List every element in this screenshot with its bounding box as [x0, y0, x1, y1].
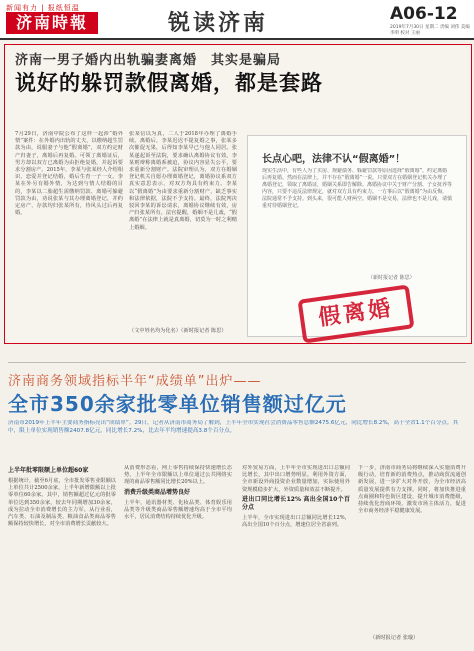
sidebar-box	[247, 135, 467, 337]
sidebar-box-body: 现实生活中，有些人为了买房、规避债务、躲避罚款等原因选择“假离婚”，约定离婚后再复婚。然而在法律上，并不存在“假离婚”一说。只要双方在婚姻登记机关办理了离婚登记，领取了离婚证，婚姻关系即告解除。离婚协议中关于财产分割、子女抚养等内容，只要不违反法律规定，就对双方具有约束力。一方事后以“假离婚”为由反悔，法院通常不予支持。到头来，很可能人财两空。婚姻不是交易，法律也不是儿戏，请慎重对待婚姻登记。	[262, 168, 452, 209]
column-text: 上半年，全市实现进出口总额同比增长12%，高出全国10个百分点，增速位居全省前列。	[242, 514, 350, 529]
sidebar-box-credit: （新时报记者 陈思）	[368, 275, 415, 281]
column-subhead: 消费升级类商品增势良好	[124, 488, 191, 496]
section-divider	[8, 362, 466, 363]
masthead-divider	[0, 38, 474, 40]
date-line: 2019年7月30日 星期二 责编 刘伟 美编 李明 校对 王丽	[390, 25, 470, 36]
second-story-column-1	[8, 465, 116, 645]
masthead-slogan: 新闻有力 | 报纸恒温	[6, 4, 80, 12]
sidebar-box-title: 长点心吧，法律不认“假离婚”！	[262, 154, 406, 165]
top-story-signoff: （文中姓名均为化名）（新时报记者 陈思）	[129, 328, 227, 334]
second-story-kicker: 济南商务领域指标半年“成绩单”出炉——	[8, 374, 262, 389]
page-number: A06-12	[390, 4, 458, 24]
second-story-headline: 全市350余家批零单位销售额过亿元	[8, 392, 347, 416]
top-story-column-1: 7月29日，济南中院公布了这样一起涉“婚外情”案件：在外婚内出轨的丈夫，以缴纳超生罚款为由，说服妻子与他“假离婚”，双方约定财产归妻子，离婚后再复婚。可领了离婚证后，男方却以双方已离婚为由拒绝复婚，并起诉要求分割房产。2015年，李某与张某经人介绍相识、恋爱并登记结婚，婚后生育一子一女。李某在外另有婚外情，为达到与情人结婚的目的，李某以二胎超生需缴纳罚款、离婚可躲避罚款为由，劝说张某与其办理离婚登记，并约定房产、存款均归张某所有，待风头过后再复婚。	[15, 131, 123, 217]
column-subhead: 进出口同比增长12% 高出全国10个百分点	[242, 495, 350, 511]
column-text: 上半年，通讯器材类、化妆品类、体育娱乐用品类等升级类商品零售额增速均高于全市平均水平，居民消费结构持续优化升级。	[124, 499, 232, 521]
column-subhead: 上半年批零限额上单位超60家	[8, 467, 89, 474]
newspaper-logo: 济南時報	[6, 12, 98, 34]
second-story-column-2	[124, 465, 232, 645]
column-text: 根据统计，截至6月底，全市批发零售业限额以上单位共计2500余家，上半年新增限额以上批零单位60余家。其中，销售额超过亿元的批零单位达到350余家，较去年同期增加30余家，成为拉动全市消费增长的主力军。从行业看，汽车类、石油及制品类、粮油食品类商品零售额保持较快增长，对全市消费增长贡献较大。	[8, 478, 116, 528]
fake-divorce-stamp-illustration: 假离婚	[297, 284, 414, 343]
second-story-column-3	[242, 465, 350, 645]
top-story-headline: 说好的躲罚款假离婚，都是套路	[15, 71, 323, 95]
masthead	[0, 0, 474, 40]
second-story-signoff: （新时报记者 张璇）	[370, 635, 419, 641]
top-story	[4, 44, 472, 344]
column-text: 对外贸易方面，上半年全市实现进出口总额同比增长，其中出口增势明显。利用外资方面，全市新设外商投资企业数量增加，实际使用外资规模稳步扩大，外资质量和效益不断提升。	[242, 465, 350, 493]
top-story-kicker: 济南一男子婚内出轨骗妻离婚 其实是骗局	[15, 53, 282, 68]
top-story-column-2: 张某信以为真，二人于2018年办理了离婚手续。离婚后，李某迟迟不提复婚之事，张某多次催促无果，后得知李某早已与他人同居。张某遂起诉至法院，要求确认离婚协议有效。李某则辩称离婚系被迫，协议内容显失公平，要求重新分割财产。法院审理认为，双方在婚姻登记机关自愿办理离婚登记，离婚协议系双方真实意思表示，对双方均具有约束力。李某以“假离婚”为由要求重新分割财产，缺乏事实和法律依据，法院不予支持。最终，法院判决驳回李某的诉讼请求，离婚协议继续有效，房产归张某所有。法官提醒，婚姻不是儿戏，“假离婚”在法律上就是真离婚，切莫为一时之利赌上婚姻。	[129, 131, 237, 231]
second-story-lead: 济南市2019年上半年主要商务指标亮出“成绩单”。29日，记者从济南市商务局了解到，上半年全市实现社会消费品零售总额2475.6亿元，同比增长8.2%，高于全省1.1个百分点。其中，限上单位实现销售额2407.8亿元，同比增长7.2%，比去年平均增速提高3.8个百分点。	[8, 420, 459, 434]
column-text: 下一步，济南市商务局将继续深入实施消费升级行动，培育新的消费热点，推动商贸流通创新发展，进一步扩大对外开放，为全市经济高质量发展提供有力支撑。同时，将加快推进重点商圈和特色街区建设，提升城市消费能级，持续优化营商环境，激发市场主体活力，促进全市商务经济平稳健康发展。	[358, 465, 466, 515]
column-text: 从消费形态看，网上零售持续保持快速增长态势，上半年全市限额以上单位通过公共网络实现的商品零售额同比增长20%以上。	[124, 465, 232, 486]
section-title: 锐读济南	[168, 11, 269, 36]
second-story-column-4	[358, 465, 466, 630]
